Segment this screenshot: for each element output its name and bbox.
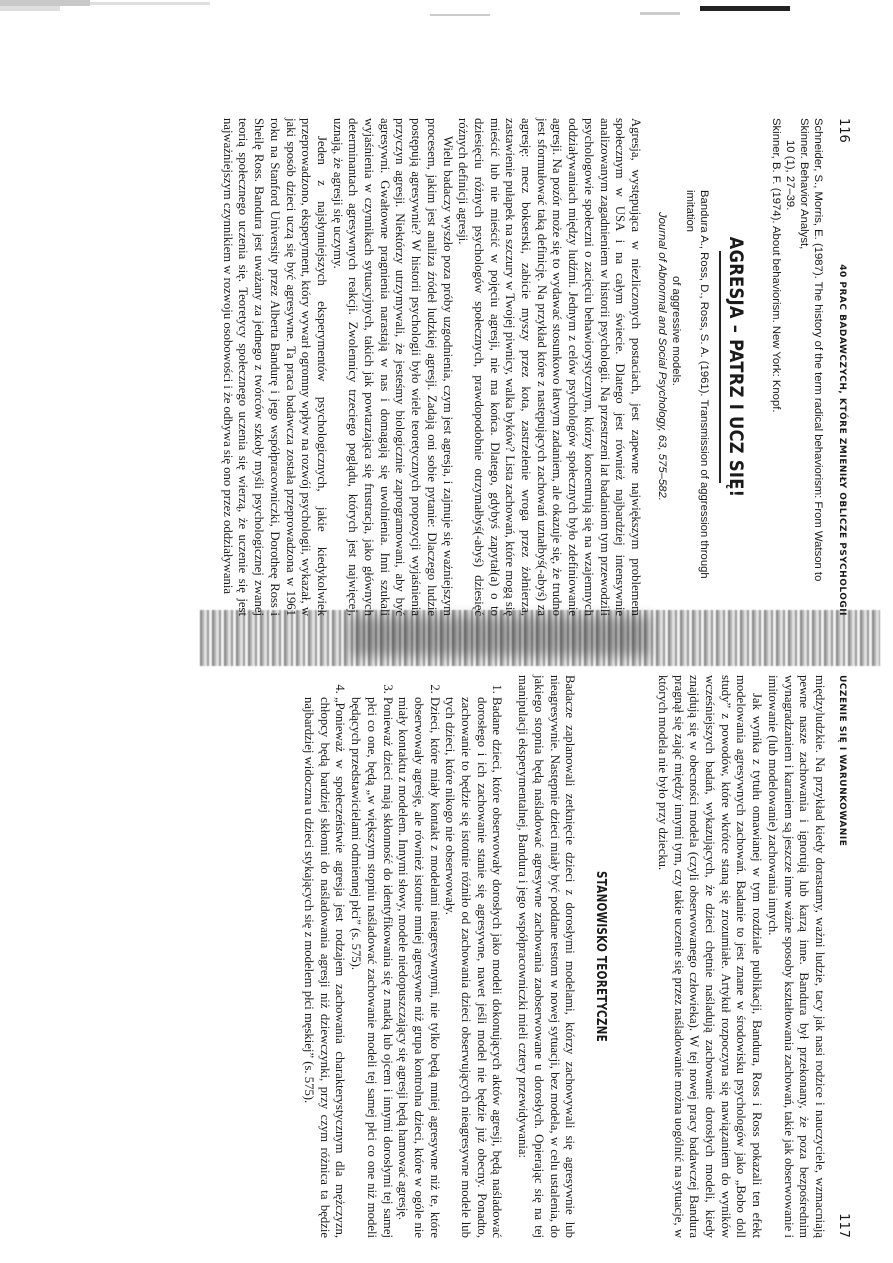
page-116 [41, 118, 851, 616]
paragraph: międzyludzkie. Na przykład kiedy dorastamy, ważni ludzie, tacy jak nasi rodzice i nauczyciele, wzmacniają pewne nasze zachowania i ignorują lub karzą inne. Bandura był przekonany, że poza bezpośrednim wynagradzaniem i karaniem są jeszcze inne ważne sposoby kształtowania zachowań, takie jak obserwowanie i imitowanie (lub modelowanie) zachowania innych. [765, 675, 827, 1238]
body-text [219, 118, 643, 616]
scan-gutter-blur [350, 616, 650, 656]
chapter-header: UCZENIE SIĘ I WARUNKOWANIE [837, 675, 847, 847]
title-underline [719, 251, 721, 483]
paragraph: Agresja, występująca w niezliczonych postaciach, jest zapewne największym problemem społecznym w USA i na całym świecie. Dlatego jest również najbardziej intensywnie analizowanym zagadnieniem w historii psychologii. Na przestrzeni lat badaniom tym przewodzili psychologowie społeczni o zacięciu behawiorystycznym, którzy koncentrują się na wzajemnych oddziaływaniach między ludźmi. Jednym z celów psychologów społecznych było zdefiniowanie agresji. Na pozór może się to wydawać stosunkowo łatwym zadaniem, ale okazuje się, że trudno jest sformułować taką definicję. Na przykład które z następujących zachowań uznałbyś(-abyś) za agresję: mecz bokserski, zabicie myszy przez kota, zastrzelenie wroga przez żołnierza, zastawienie pułapek na szczury w Twojej piwnicy, walka byków? Lista zachowań, które mogą się mieścić lub nie mieścić w pojęciu agresji, nie ma końca. Dlatego, gdybyś zapytał(a) o to dziesięciu różnych psychologów społecznych, prawdopodobnie otrzymałbyś(-abyś) dziesięć różnych definicji agresji. [456, 118, 643, 616]
body-text [654, 675, 827, 1238]
book-title-header: 40 PRAC BADAWCZYCH, KTÓRE ZMIENIŁY OBLICZE PSYCHOLOGII [837, 264, 847, 616]
hypothesis-item: 2. Dzieci, które miały kontakt z modelami nieagresywnymi, nie tylko będą mniej agresywne niż te, które obserwowały agresję, ale również istotnie mniej agresywne niż grupa kontrolna dzieci, które w ogóle nie miały kontaktu z modelem. Innymi słowy, modele niedopuszczający się agresji będą hamować agresję. [395, 697, 442, 1238]
hypothesis-item: 3. Ponieważ dzieci mają skłonność do identyfikowania się z matką lub ojcem i innymi dorosłymi tej samej płci co one, będą „w większym stopniu naśladować zachowanie modeli tej samej płci co one niż modeli będących przedstawicielami odmiennej płci” (s. 575). [347, 697, 394, 1238]
reference-list [769, 118, 825, 616]
citation-line: Journal of Abnormal and Social Psychology, 63, 575–582. [656, 212, 668, 501]
page-number: 117 [836, 1213, 851, 1238]
hypotheses-list [300, 675, 504, 1238]
paragraph: Wielu badaczy wyszło poza próby uzgodnienia, czym jest agresja, i zajmuje się ważniejszym procesem, jakim jest analiza źródeł ludzkiej agresji. Zadają oni sobie pytanie: Dlaczego ludzie postępują agresywnie? W historii psychologii było wiele teoretycznych propozycji wyjaśnienia przyczyn agresji. Niektórzy utrzymywali, że jesteśmy biologicznie zaprogramowani, aby być agresywni. Gwałtowne pragnienia narastają w nas i domagają się uwolnienia. Inni szukali wyjaśnienia w czynnikach sytuacyjnych, takich jak powtarzająca się frustracja, jako głównych determinantach agresywnych reakcji. Zwolennicy trzeciego poglądu, których jest najwięcej, uznają, że agresji się uczymy. [330, 118, 455, 616]
section-heading: STANOWISKO TEORETYCZNE [593, 871, 609, 1042]
page-117 [41, 675, 851, 1238]
source-citation [655, 118, 711, 616]
paragraph: Jeden z najsłynniejszych eksperymentów psychologicznych, jakie kiedykolwiek przeprowadzono, eksperyment, który wywarł ogromny wpływ na rozwój psychologii, wykazał, w jaki sposób dzieci uczą się być agresywne. Ta praca badawcza została przeprowadzona w 1961 roku na Stanford University przez Alberta Bandurę i jego współpracowniczki, Dorotheę Ross i Sheilę Ross. Bandura jest uważany za jednego z twórców szkoły myśli psychologicznej zwanej teorią społecznego uczenia się. Teoretycy społecznego uczenia się wierzą, że uczenie się jest najważniejszym czynnikiem w rozwoju osobowości i że odbywa się ono przez oddziaływania [220, 118, 329, 616]
chapter-title: AGRESJA – PATRZ I UCZ SIĘ! [725, 236, 747, 498]
running-header-left [833, 118, 851, 616]
citation-line: Bandura A., Ross, D., Ross, S. A. (1961). Transmission of aggression through imitation [684, 190, 710, 579]
hypothesis-item: 4. „Ponieważ w społeczeństwie agresja jest rodzajem zachowania charakterystycznym dla mężczyzn, chłopcy będą bardziej skłonni do naśladowania agresji niż dziewczynki, przy czym różnica ta będzie najbardziej widoczna u dzieci stykających się z modelem płci męskiej” (s. 575). [300, 697, 347, 1238]
reference-item: Skinner, B. F. (1974). About behaviorism. New York: Knopf. [770, 118, 782, 413]
reference-item: 10 (1), 27–39. [784, 140, 796, 211]
paragraph: Jak wynika z tytułu omawianej w tym rozdziale publikacji, Bandura, Ross i Ross pokazali ten efekt modelowania agresywnych zachowań. Badanie to jest znane w środowisku psychologów jako „Bobo doll study” z powodów, które wkrótce staną się zrozumiałe. Artykuł rozpoczyna się nawiązaniem do wyników wcześniejszych badań, wykazujących, że dzieci chętnie naśladują zachowanie dorosłych modeli, kiedy znajdują się w obecności modela (czyli obserwowanego człowieka). W tej nowej pracy badawczej Bandura pragnął się zająć między innymi tym, czy takie uczenie się przez naśladowanie można uogólnić na sytuacje, w których modela nie było przy dziecku. [655, 675, 765, 1238]
reference-item: Schneider, S., Morris, E. (1987). The history of the term radical behaviorism: From Watson to Skinner. Behavior Analyst, [798, 118, 824, 582]
hypothesis-item: 1. Badane dzieci, które obserwowały dorosłych jako modeli dokonujących aktów agresji, będą naśladować dorosłego i ich zachowanie stanie się agresywne, nawet jeśli model nie będzie już obecny. Ponadto, zachowanie to będzie się istotnie różniło od zachowania dzieci obserwujących nieagresywne modele lub tych dzieci, które nikogo nie obserwowały. [442, 697, 505, 1238]
running-header-right [833, 675, 851, 1238]
section-body [514, 675, 577, 1238]
citation-line: of aggressive models. [670, 276, 682, 386]
paragraph: Badacze zaplanowali zetknięcie dzieci z dorosłymi modelami, którzy zachowywali się agresywnie lub nieagresywnie. Następnie dzieci miały być poddane testom w nowej sytuacji, bez modela, w celu ustalenia, do jakiego stopnia będą naśladować agresywne zachowania zaobserwowane u dorosłych. Opierając się na tej manipulacji eksperymentalnej, Bandura i jego współpracowniczki mieli cztery przewidywania: [516, 675, 578, 1238]
scan-noise-top [0, 0, 893, 26]
page-number: 116 [836, 118, 851, 143]
